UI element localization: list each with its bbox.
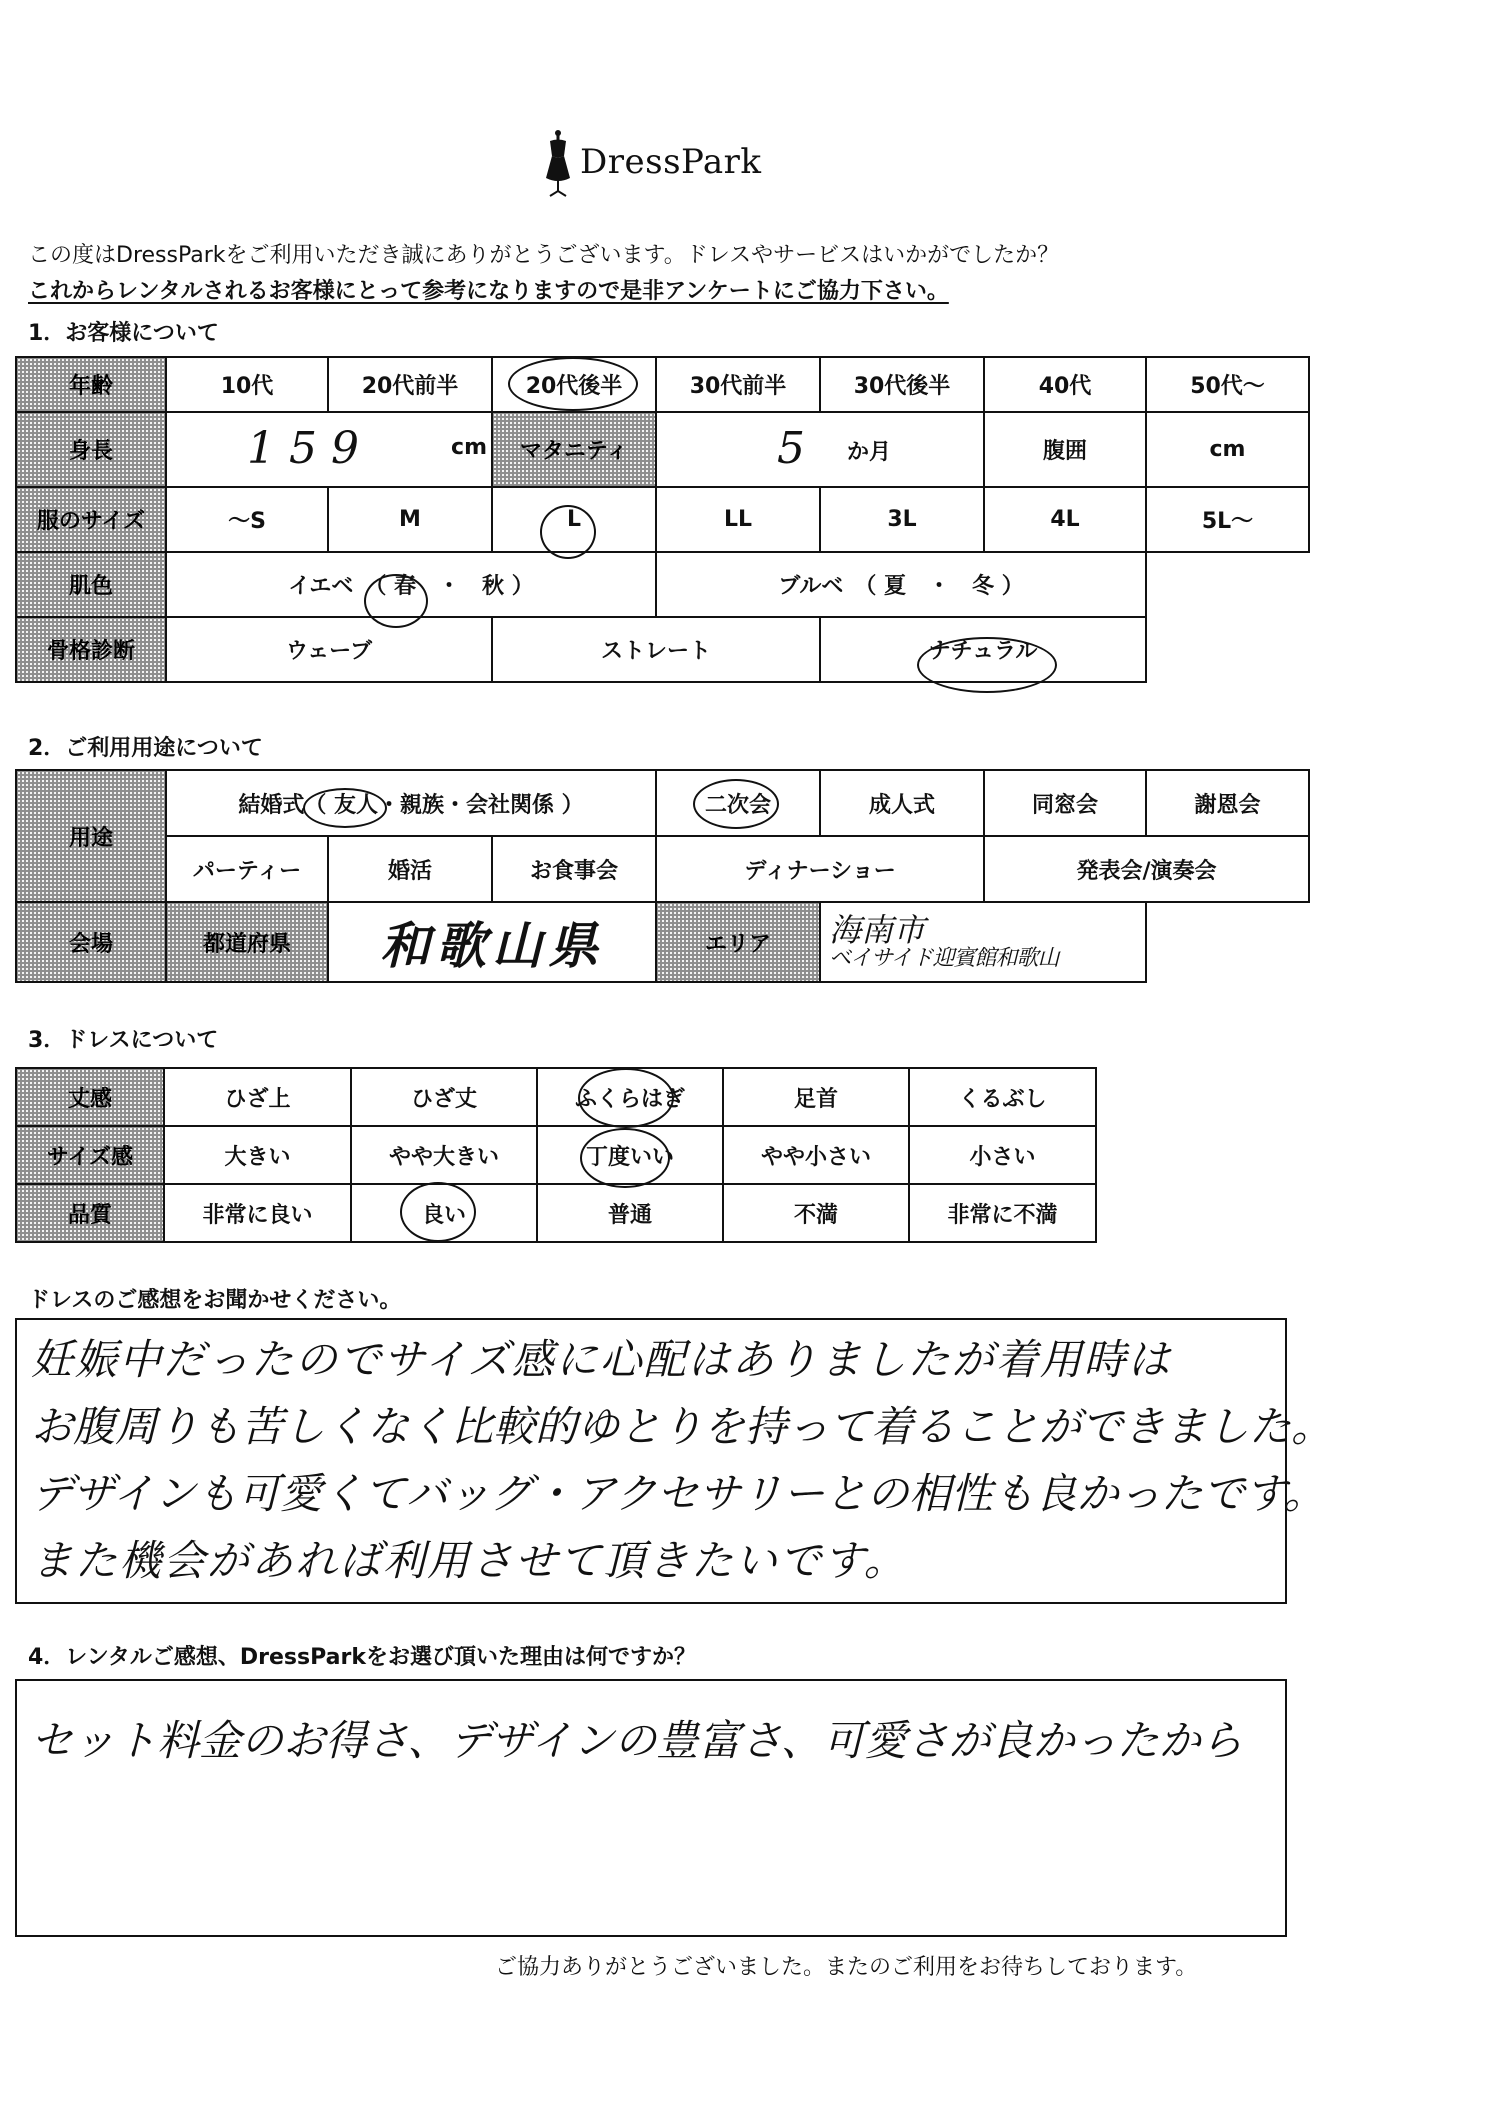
purpose-option[interactable]: 婚活 [328, 836, 492, 902]
logo-text: DressPark [580, 142, 762, 182]
purpose-option[interactable]: お食事会 [492, 836, 656, 902]
area-venue: ベイサイド迎賓館和歌山 [829, 946, 1059, 972]
section4-title: 4．レンタルご感想、DressParkをお選び頂いた理由は何ですか？ [28, 1645, 696, 1670]
maternity-value: 5 [777, 423, 805, 474]
quality-option[interactable]: 普通 [537, 1184, 723, 1242]
size-option[interactable]: 4L [984, 487, 1146, 552]
usage-table [15, 769, 1310, 983]
skin-yellow-option[interactable]: イエベ （ 春 ・ 秋 ） [166, 552, 656, 617]
quality-option[interactable]: 非常に不満 [909, 1184, 1096, 1242]
size-label: 服のサイズ [16, 487, 166, 552]
age-label: 年齢 [16, 357, 166, 412]
waist-label: 腹囲 [984, 412, 1146, 487]
quality-option-selected[interactable]: 良い [351, 1184, 537, 1242]
skin-label: 肌色 [16, 552, 166, 617]
section3-title: 3．ドレスについて [28, 1028, 219, 1053]
size-option[interactable]: LL [656, 487, 820, 552]
quality-option[interactable]: 非常に良い [164, 1184, 351, 1242]
purpose-label: 用途 [16, 770, 166, 902]
purpose-option[interactable]: 成人式 [820, 770, 984, 836]
maternity-field[interactable] [656, 412, 984, 487]
venue-label: 会場 [16, 902, 166, 982]
frame-option[interactable]: ストレート [492, 617, 820, 682]
fit-option[interactable]: 小さい [909, 1126, 1096, 1184]
feedback-question: ドレスのご感想をお聞かせください。 [28, 1288, 402, 1313]
fit-option-selected[interactable]: 丁度いい [537, 1126, 723, 1184]
purpose-option-afterparty[interactable]: 二次会 [656, 770, 820, 836]
section1-title: 1．お客様について [28, 321, 219, 346]
height-value: 159 [247, 423, 373, 474]
fit-option[interactable]: やや大きい [351, 1126, 537, 1184]
height-unit: cm [451, 435, 487, 460]
feedback-line: 妊娠中だったのでサイズ感に心配はありましたが着用時は [31, 1335, 1172, 1384]
quality-option[interactable]: 不満 [723, 1184, 909, 1242]
length-option[interactable]: くるぶし [909, 1068, 1096, 1126]
prefecture-label: 都道府県 [166, 902, 328, 982]
length-option[interactable]: ひざ上 [164, 1068, 351, 1126]
length-option[interactable]: 足首 [723, 1068, 909, 1126]
area-label: エリア [656, 902, 820, 982]
age-option[interactable]: 50代〜 [1146, 357, 1309, 412]
purpose-option-wedding[interactable]: 結婚式（ 友人・親族・会社関係 ） [166, 770, 656, 836]
purpose-option[interactable]: 同窓会 [984, 770, 1146, 836]
maternity-label: マタニティ [492, 412, 656, 487]
area-city: 海南市 [829, 910, 926, 949]
size-option[interactable]: 5L〜 [1146, 487, 1309, 552]
age-option[interactable]: 30代前半 [656, 357, 820, 412]
height-field[interactable] [166, 412, 492, 487]
size-option[interactable]: 3L [820, 487, 984, 552]
height-label: 身長 [16, 412, 166, 487]
dress-table [15, 1067, 1097, 1243]
maternity-unit: か月 [847, 440, 892, 465]
length-option-selected[interactable]: ふくらはぎ [537, 1068, 723, 1126]
frame-label: 骨格診断 [16, 617, 166, 682]
feedback-line: また機会があれば利用させて頂きたいです。 [31, 1536, 908, 1585]
purpose-option[interactable]: パーティー [166, 836, 328, 902]
fit-label: サイズ感 [16, 1126, 164, 1184]
length-option[interactable]: ひざ丈 [351, 1068, 537, 1126]
size-option[interactable]: 〜S [166, 487, 328, 552]
age-option-selected[interactable]: 20代後半 [492, 357, 656, 412]
age-option[interactable]: 40代 [984, 357, 1146, 412]
intro-request: これからレンタルされるお客様にとって参考になりますので是非アンケートにご協力下さい。 [28, 279, 949, 304]
frame-option-selected[interactable]: ナチュラル [820, 617, 1146, 682]
size-option[interactable]: M [328, 487, 492, 552]
waist-unit[interactable]: cm [1146, 412, 1309, 487]
purpose-option[interactable]: 謝恩会 [1146, 770, 1309, 836]
length-label: 丈感 [16, 1068, 164, 1126]
fit-option[interactable]: やや小さい [723, 1126, 909, 1184]
age-option[interactable]: 20代前半 [328, 357, 492, 412]
feedback-answer-box[interactable] [15, 1318, 1334, 1604]
skin-blue-option[interactable]: ブルベ （ 夏 ・ 冬 ） [656, 552, 1146, 617]
purpose-option[interactable]: ディナーショー [656, 836, 984, 902]
area-field[interactable] [820, 902, 1146, 982]
purpose-option[interactable]: 発表会/演奏会 [984, 836, 1309, 902]
section2-title: 2．ご利用用途について [28, 736, 263, 761]
fit-option[interactable]: 大きい [164, 1126, 351, 1184]
feedback-line: デザインも可愛くてバッグ・アクセサリーとの相性も良かったです。 [31, 1469, 1326, 1518]
customer-table [15, 356, 1310, 683]
closing-message: ご協力ありがとうございました。またのご利用をお待ちしております。 [495, 1955, 1198, 1980]
age-option[interactable]: 30代後半 [820, 357, 984, 412]
feedback-line: お腹周りも苦しくなく比較的ゆとりを持って着ることができました。 [31, 1402, 1334, 1451]
reason-answer-box[interactable] [15, 1679, 1287, 1937]
dresspark-logo [538, 128, 778, 198]
intro-text: この度はDressParkをご利用いただき誠にありがとうございます。ドレスやサービスはいかがでしたか？ [28, 243, 1060, 268]
prefecture-value[interactable]: 和歌山県 [328, 902, 656, 982]
size-option-selected[interactable]: L [492, 487, 656, 552]
frame-option[interactable]: ウェーブ [166, 617, 492, 682]
dress-form-icon [538, 128, 578, 198]
reason-answer: セット料金のお得さ、デザインの豊富さ、可愛さが良かったから [31, 1716, 1243, 1765]
age-option[interactable]: 10代 [166, 357, 328, 412]
quality-label: 品質 [16, 1184, 164, 1242]
